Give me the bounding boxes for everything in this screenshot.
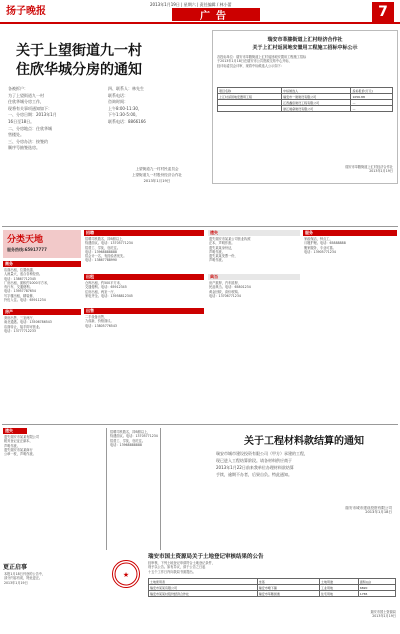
notice-settlement-body: 瑞安市城市建设投资有限公司（甲方）承建的工程， 现已进入工程结算阶段。请各材料供应商于 2013年1月22日前来我单位办理材料款结算 手续，逾期不办者，后果自负。特此通知。 [216,451,308,477]
table-row: 江西鑫宸建设工程有限公司 — [218,100,393,106]
classifieds-column-left [3,261,81,421]
page-number: 7 [372,2,394,22]
notice-settlement-title: 关于工程材料款结算的通知 [244,436,364,447]
header-divider [0,22,400,24]
list-item: 二手设备出售， 九成新，价格面议。 电话：13805776543 [85,315,117,328]
correction-title: 更正启事 [3,564,28,571]
section-head-pawn: 典当 [208,274,300,280]
section-head-rent: 出租 [84,274,204,280]
section-head-lost-bottom: 遗失 [3,428,27,434]
official-seal-icon [112,560,140,588]
classifieds-column-right [303,230,397,420]
table-row: 土地使用者 坐落 土地用途 面积(㎡) [149,579,396,585]
section-head-property: 房产 [3,309,81,315]
notice-housing-body-right: 四、联系人：林先生 联系电话： 咨询时间： 上午8:00-11:30， 下午1:30-5:00。 联系电话：8866166 [108,86,146,124]
section-head-sale: 出售 [84,308,204,314]
issue-line: 2013年1月19日 | 星期六 | 责任编辑 / 林小蕾 [150,2,232,7]
notice-settlement-signature: 瑞安市城市建设投资有限公司 2013年1月18日 [345,506,392,515]
notice-cooperative-title-1: 瑞安市莘塍街道上汇村经济合作社 [267,37,343,43]
section-head-business: 商务 [3,261,81,267]
notice-cooperative-title-2: 关于上汇村返回地安置用工程施工招标中标公示 [252,45,358,51]
classifieds-title: 分类天地 [7,235,44,245]
section-divider [2,424,398,425]
bottom-left-block [3,428,103,628]
table-row: 浙江晨鼎建设有限公司 — [218,106,393,112]
notice-land-title: 瑞安市国土资源局关于土地登记审核结果的公告 [148,554,264,560]
list-item: 套房出售，三室两厅， 南北通透。电话：13506786543 店面转让，接手即可营业。 电话：13777712233 [4,316,52,333]
section-head-service: 服务 [303,230,397,236]
list-item: 遗失瑞安市某某公司营业执照 正本，声明作废。 遗失某某身份证， 声明作废。 遗失某某发票一份， 声明作废。 [209,237,251,263]
list-item: 招聘司机数名，持B照以上， 待遇面议。电话：13705771234 招普工、学徒，包吃住。 电话：13968888888 招会计一名，有经验者优先。 电话：13867788990 [85,237,133,263]
notice-land-signature: 瑞安市国土资源局 2013年1月19日 [370,610,396,619]
correction-body: 本报1月18日刊登的公告中， 部分内容有误，特此更正。 2013年1月19日 [4,572,46,585]
notice-housing-signature: 上望街道九一村村民委员会 上望街道九一村股份经济合作社 2013年1月19日 [131,167,183,183]
notice-cooperative-signature: 瑞安市莘塍街道上汇村经济合作社 2013年1月19日 [345,165,393,174]
notice-land-body: 经审核，下列土地登记申请符合土地登记条件， 现予以公告。如有异议，请于公告之日起 十五个工作日内向我局书面提出。 [148,561,215,574]
notice-housing-body-left: 各被拆户： 为了上望街道九一村 住欣华城分房工作， 现将有关事项通知如下： 一、分房日期：2013年1月 16日至18日。 二、分房地点：住欣华城 售楼处。 三、分房办法：按签约 顺序号抽签选房。 [8,86,57,151]
notice-land [108,552,398,632]
notice-cooperative-table [217,87,393,112]
notice-settlement [212,428,396,528]
list-item: 店面出租，位置优越， 人流量大，适合各种经营。 电话：13867712345 厂房出租，面积约1000平方米， 有行车，交通便利。 电话：13957787654 写字楼出租，精装修， 拎包入住。电话：65911234 [4,268,51,303]
classifieds-column-center [208,230,300,420]
notice-cooperative-intro: 各投标单位：瑞安市莘塍街道上汇村返回地安置用工程施工招标 于2013年1月18日在瑞安市公共资源交易中心开标， 经评标委员会评审，现将中标候选人公示如下： [217,55,307,68]
notice-housing-title-2: 住欣华城分房的通知 [16,62,142,78]
classifieds-header [3,230,81,258]
classifieds-column-middle [84,230,204,420]
notice-housing-title-1: 关于上望街道九一村 [16,43,142,59]
column-divider [106,428,107,550]
classifieds-hotline: 服务热线:65917777 [7,247,47,252]
section-head-lost: 遗失 [208,230,300,236]
section-banner: 广告 [172,8,260,21]
section-divider [2,226,398,227]
list-item: 仓库出租，约500平方米， 交通便利。电话：65912345 住房出租，两室一厅， 家电齐全。电话：13958812345 [85,281,133,298]
list-item: 家政保洁，钟点工， 月嫂护理。电话：65888888 搬家服务，专业可靠。 电话：13905771234 [304,237,346,254]
table-row: 瑞安市某某村股份经济合作社 瑞安市莘塍街道 住宅用地 1765 [149,591,396,597]
svg-text:★: ★ [122,571,130,579]
table-row: 瑞安市某某有限公司 瑞安市塘下镇 工业用地 6820 [149,585,396,591]
section-head-recruit: 招聘 [84,230,204,236]
notice-land-table [148,578,396,597]
bottom-middle-column: 招聘司机数名，持B照以上， 待遇面议。电话：13705771234 招普工、学徒，包吃住。 电话：13968888888 [110,430,158,447]
notice-cooperative [212,30,398,184]
list-item: 遗失瑞安市某某有限公司 税务登记证正副本， 声明作废。 遗失瑞安市某某商行 公章一枚，声明作废。 [4,435,40,457]
column-divider [160,428,161,550]
notice-housing [2,26,208,226]
list-item: 房产抵押，汽车抵押， 民品典当。电话：65801234 黄金回收，高价收购。 电话：13706771234 [209,281,251,298]
newspaper-brand: 扬子晚报 [6,6,46,17]
table-row: 上汇村返回地安置用工程 瑞安市一建建设有限公司 1056.88 [218,94,393,100]
table-row: 项目名称 中标候选人 投标报价(万元) [218,88,393,94]
